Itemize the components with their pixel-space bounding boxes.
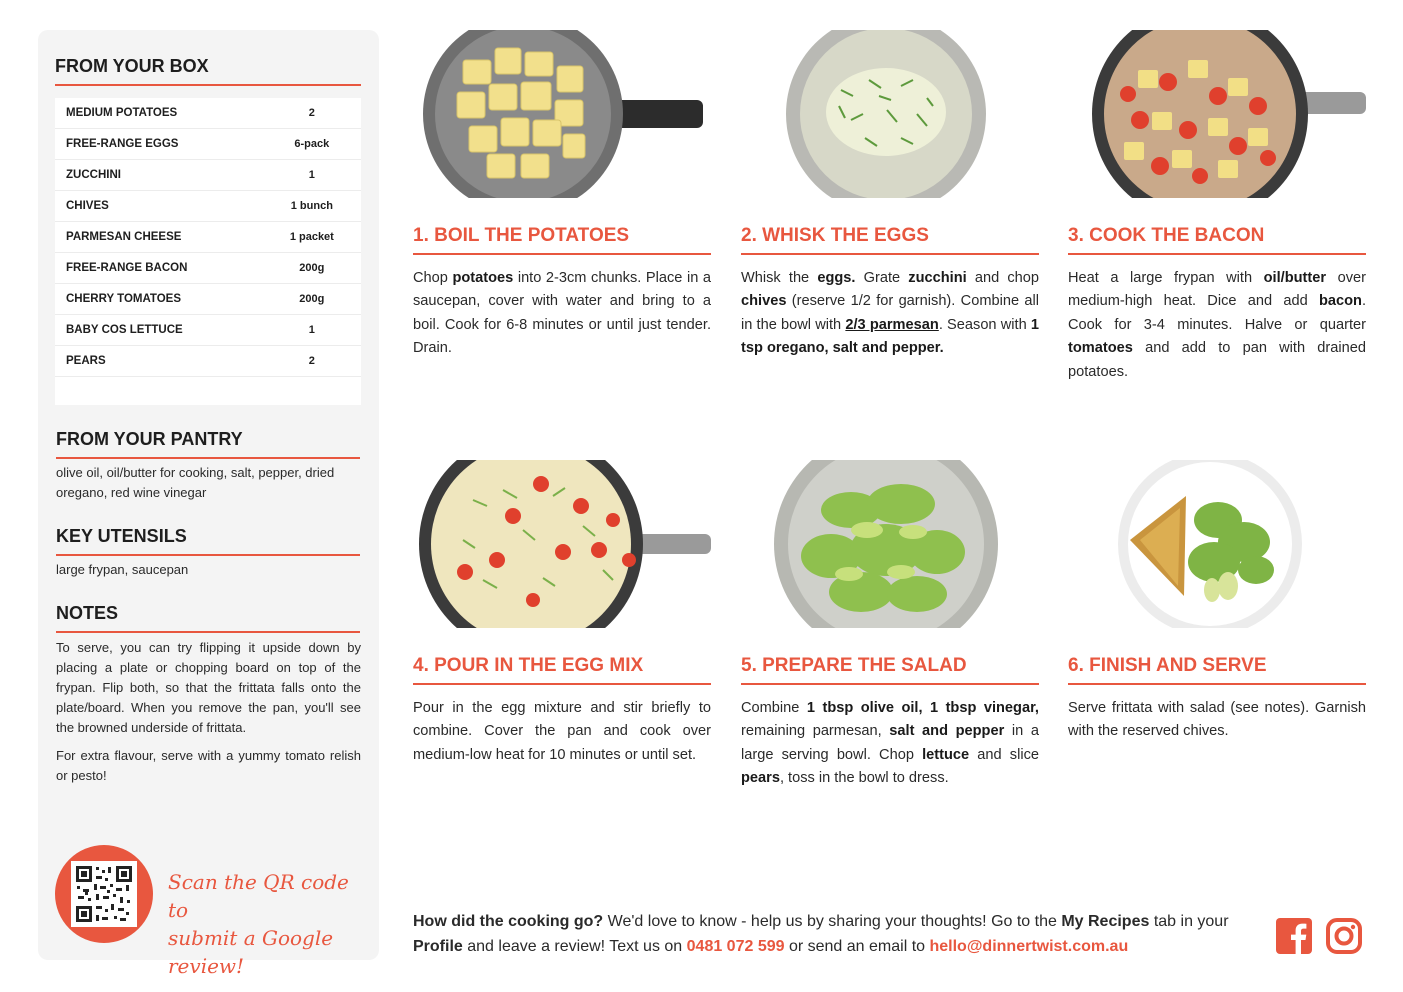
ingredient-qty: 200g	[299, 262, 325, 274]
step-text-bold: salt and pepper	[889, 723, 1005, 740]
egg-mix-pan-photo	[413, 460, 711, 628]
ingredient-qty: 2	[308, 107, 315, 119]
ingredient-name: CHIVES	[66, 200, 109, 212]
ingredient-name: FREE-RANGE EGGS	[66, 138, 179, 150]
utensils-text: large frypan, saucepan	[56, 562, 189, 577]
email-link[interactable]: hello@dinnertwist.com.au	[929, 938, 1129, 955]
step-text-bold: lettuce	[922, 746, 970, 763]
profile-link[interactable]: Profile	[413, 938, 463, 955]
ingredient-row	[55, 222, 361, 253]
ingredient-row	[55, 191, 361, 222]
step-text-bold: chives	[741, 293, 787, 310]
ingredient-row	[55, 253, 361, 284]
ingredient-name: PARMESAN CHEESE	[66, 231, 182, 243]
ingredient-qty: 1 packet	[289, 231, 334, 243]
step-2-title: 2. WHISK THE EGGS	[741, 225, 1039, 255]
footer-text-bold: How did the cooking go?	[413, 913, 604, 930]
qr-caption-line: submit a Google review!	[168, 926, 334, 978]
review-footer	[413, 909, 1263, 959]
step-text-bold: bacon	[1318, 293, 1362, 310]
step-text-bold: eggs.	[817, 270, 856, 286]
ingredient-qty: 2	[308, 355, 315, 367]
step-text-bold: potatoes	[452, 270, 514, 286]
notes-paragraph: For extra flavour, serve with a yummy tomato relish or pesto!	[56, 748, 361, 783]
pantry-text: olive oil, oil/butter for cooking, salt, pepper, dried oregano, red wine vinegar	[56, 465, 335, 500]
step-text-bold: 2/3 parmesan	[845, 316, 939, 333]
step-text-bold: zucchini	[908, 270, 967, 286]
ingredient-row	[55, 129, 361, 160]
facebook-icon[interactable]	[1275, 917, 1313, 955]
ingredient-name: BABY COS LETTUCE	[66, 324, 183, 336]
sidebar	[38, 30, 379, 978]
step-text: Combine	[741, 700, 807, 716]
qr-code-icon[interactable]	[71, 861, 137, 927]
salad-bowl-photo	[741, 460, 1039, 628]
step-text: Serve frittata with salad (see notes). Garnish with the reserved chives.	[1068, 700, 1366, 740]
whisked-eggs-photo	[741, 30, 1039, 198]
step-text: (reserve 1/2 for garnish). Combine all in the bowl with	[741, 293, 1039, 333]
footer-text: We'd love to know - help us by sharing your thoughts! Go to the	[603, 913, 1062, 930]
step-2-body	[741, 267, 1039, 361]
step-text-bold: pears	[741, 770, 780, 787]
step-text: , toss in the bowl to dress.	[779, 770, 949, 787]
step-6-title: 6. FINISH AND SERVE	[1068, 655, 1366, 685]
ingredient-qty: 1	[308, 169, 315, 181]
step-text-bold: 1 tbsp olive oil, 1 tbsp vinegar,	[806, 700, 1039, 716]
from-your-box-heading: FROM YOUR BOX	[55, 56, 361, 86]
ingredient-row	[55, 346, 361, 377]
my-recipes-link[interactable]: My Recipes	[1061, 913, 1150, 930]
step-6-body	[1068, 697, 1366, 744]
ingredient-table	[55, 98, 361, 405]
step-text: . Season with	[938, 316, 1031, 333]
step-1-body	[413, 267, 711, 361]
ingredient-row	[55, 284, 361, 315]
ingredient-name: MEDIUM POTATOES	[66, 107, 178, 119]
step-text: and add to pan with drained potatoes.	[1068, 340, 1366, 380]
step-text: Whisk the	[741, 270, 818, 286]
notes-paragraph: To serve, you can try flipping it upside down by placing a plate or chopping board on top of the frypan. Flip both, so that the frittata falls onto the plate/board. When you remove the pan, you'll see the browned underside of frittata.	[56, 640, 361, 735]
step-text: into 2-3cm chunks. Place in a saucepan, cover with water and bring to a boil. Cook for 6-8 minutes or until just tender. Drain.	[413, 270, 711, 357]
step-text-bold: tomatoes	[1068, 340, 1133, 357]
step-text: Grate	[855, 270, 909, 286]
ingredient-name: PEARS	[66, 355, 106, 367]
ingredient-row	[55, 315, 361, 346]
instagram-icon[interactable]	[1325, 917, 1363, 955]
step-4-title: 4. POUR IN THE EGG MIX	[413, 655, 711, 685]
step-text: in a large serving bowl. Chop	[741, 723, 1039, 763]
footer-text: or send an email to	[784, 938, 930, 955]
ingredient-qty: 6-pack	[294, 138, 330, 150]
boiled-potatoes-photo	[413, 30, 711, 198]
step-5-body	[741, 697, 1039, 791]
footer-text: and leave a review! Text us on	[462, 938, 687, 955]
ingredient-row	[55, 98, 361, 129]
phone-link[interactable]: 0481 072 599	[686, 938, 785, 955]
from-your-pantry-heading: FROM YOUR PANTRY	[56, 429, 360, 459]
ingredient-qty: 200g	[299, 293, 325, 305]
step-text: remaining parmesan,	[741, 723, 890, 740]
step-text: and chop	[966, 270, 1040, 286]
step-text: . Cook for 3-4 minutes. Halve or quarter	[1068, 293, 1366, 333]
step-5-title: 5. PREPARE THE SALAD	[741, 655, 1039, 685]
step-text-bold: 1 tsp oregano, salt and pepper.	[741, 316, 1040, 357]
notes-heading: NOTES	[56, 603, 360, 633]
qr-caption	[168, 868, 368, 980]
ingredient-name: ZUCCHINI	[66, 169, 121, 181]
step-text-bold: oil/butter	[1263, 270, 1327, 286]
step-text: Heat a large frypan with	[1068, 270, 1264, 286]
step-text: and slice	[969, 746, 1040, 763]
qr-badge	[55, 845, 153, 943]
key-utensils-heading: KEY UTENSILS	[56, 526, 360, 556]
served-plate-photo	[1068, 460, 1366, 628]
ingredient-qty: 1	[308, 324, 315, 336]
qr-caption-line: Scan the QR code to	[168, 870, 349, 922]
ingredient-row	[55, 160, 361, 191]
bacon-pan-photo	[1068, 30, 1366, 198]
step-text: Chop	[413, 270, 453, 286]
step-text: Pour in the egg mixture and stir briefly to combine. Cover the pan and cook over medium-low heat for 10 minutes or until set.	[413, 700, 711, 763]
ingredient-qty: 1 bunch	[290, 200, 333, 212]
step-1-title: 1. BOIL THE POTATOES	[413, 225, 711, 255]
footer-text: tab in your	[1149, 913, 1229, 930]
step-text: over medium-high heat. Dice and add	[1068, 270, 1366, 310]
ingredient-name: FREE-RANGE BACON	[66, 262, 188, 274]
step-3-title: 3. COOK THE BACON	[1068, 225, 1366, 255]
step-4-body	[413, 697, 711, 767]
notes-body	[56, 638, 361, 794]
step-3-body	[1068, 267, 1366, 384]
ingredient-name: CHERRY TOMATOES	[66, 293, 182, 305]
